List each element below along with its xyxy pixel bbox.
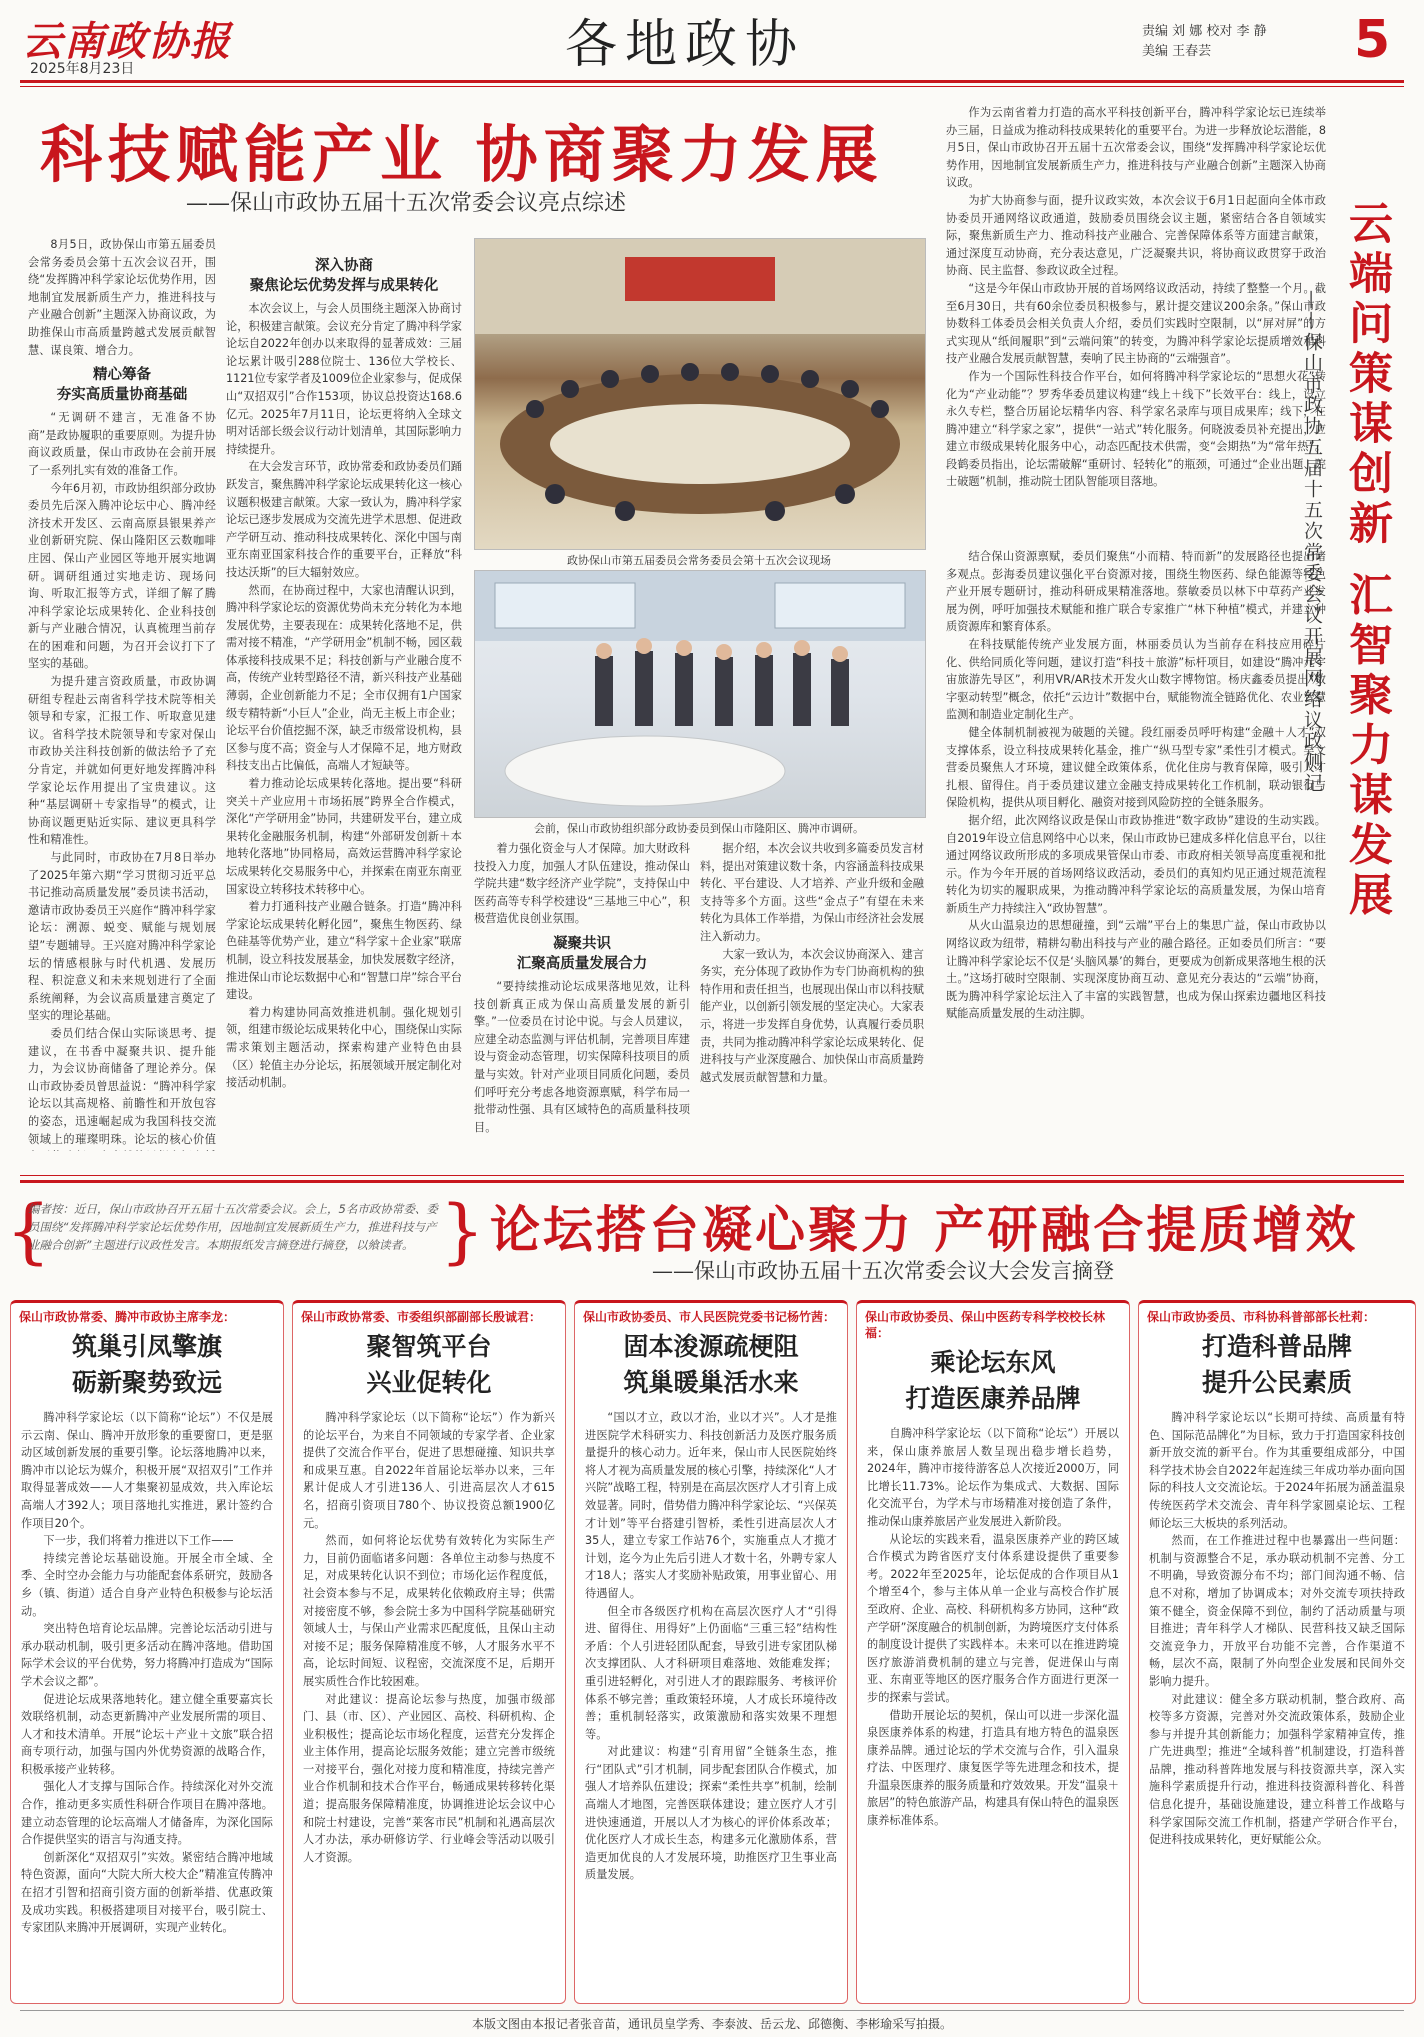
side-subheadline: ——保山市政协五届十五次常委会议开展网络议政侧记 <box>1301 290 1323 794</box>
section-subhead: 深入协商 聚焦论坛优势发挥与成果转化 <box>249 257 439 294</box>
meeting-photo-illustration <box>475 239 925 549</box>
paragraph: 在大会发言环节，政协常委和政协委员们踊跃发言，聚焦腾冲科学家论坛成果转化这一核心议题积极建言献策。大家一致认为，腾冲科学家论坛已逐步发展成为交流先进学术思想、促进政产学研互动、推动科技成果转化、深化中国与南亚东南亚国家科技合作的重要平台，正释放“科技达沃斯”的巨大辐射效应。 <box>226 460 462 579</box>
speech-body <box>857 1425 1129 2004</box>
paragraph: 今年6月初，市政协组织部分政协委员先后深入腾冲论坛中心、腾冲经济技术开发区、云南高原县银果养产业创新研究院、保山隆阳区云数咖啡庄园、保山产业园区等地开展实地调研。调研组通过实地走访、现场问询、听取汇报等方式，详细了解了腾冲科学家论坛成果转化、企业科技创新与产业融合情况，认真梳理当前存在的困难和问题，为召开会议打下了坚实的基础。 <box>28 481 216 671</box>
speech-card <box>574 1300 848 2004</box>
paragraph: 强化人才支撑与国际合作。持续深化对外交流合作，推动更多实质性科研合作项目在腾冲落地。建立动态管理的论坛高端人才储备库，为深化国际合作提供坚实的语言与沟通支持。 <box>21 1780 273 1847</box>
editor-line-2: 美编 王春芸 <box>1142 44 1212 59</box>
side-column-top <box>946 104 1326 544</box>
lead-column-1 <box>28 236 216 1151</box>
paragraph: 从火山温泉边的思想碰撞，到“云端”平台上的集思广益，保山市政协以网络议政为纽带，精耕勾勒出科技与产业的融合路径。正如委员们所言：“要让腾冲科学家论坛不仅是‘头脑风暴’的舞台，更要成为创新成果落地生根的沃土。”这场打破时空限制、实现深度协商互动、意见充分表达的“云端”协商，既为腾冲科学家论坛注入了丰富的实践智慧，也成为保山探索边疆地区科技赋能高质量发展的生动注脚。 <box>946 919 1326 1021</box>
paragraph: 据介绍，此次网络议政是保山市政协推进“数字政协”建设的生动实践。自2019年设立信息网络中心以来，保山市政协已建成多样化信息平台，以往通过网络议政所形成的多项成果管保山市委、市政府相关领导高度重视和批示。作为今年开展的首场网络议政活动，委员们的真知灼见正通过规范流程转化为切实的履职成果，为推动腾冲科学家论坛的高质量发展，为保山培育新质生产力持续注入“政协智慧”。 <box>946 813 1326 915</box>
speech-title-line-2: 筑巢暖巢活水来 <box>623 1368 799 1397</box>
speech-title-line-2: 提升公民素质 <box>1201 1368 1352 1397</box>
paragraph: 结合保山资源禀赋，委员们聚焦“小而精、特而新”的发展路径也提出诸多观点。彭海委员建议强化平台资源对接，围绕生物医药、绿色能源等特色产业开展专题研讨，推动科研成果精准落地。蔡敏委员以林下中草药产业发展为例，呼吁加强技术赋能和推广联合专家推广“林下种植”模式，并建立种质资源库和繁育体系。 <box>946 550 1326 634</box>
top-divider-thin <box>20 86 1404 87</box>
paragraph: 然而，在工作推进过程中也暴露出一些问题：机制与资源整合不足，承办联动机制不完善、分工不明确，导致资源分布不均；部门间沟通不畅、信息不对称，增加了协调成本；对外交流专项扶持政策不健全，资金保障不到位，制约了活动质量与项目推进；青年科学人才梯队、民营科技又缺乏国际交流竞争力，开放平台功能不完善，合作渠道不畅，层次不高，限制了外向型企业发展和民间外交影响力提升。 <box>1149 1534 1405 1688</box>
speech-body <box>1139 1409 1415 1999</box>
paragraph: 突出特色培育论坛品牌。完善论坛活动引进与承办联动机制，吸引更多活动在腾冲落地。借助国际学术会议的平台优势，努力将腾冲打造成为“国际学术会议之都”。 <box>21 1622 273 1688</box>
inspection-photo <box>474 570 926 818</box>
paragraph: 健全体制机制被视为破题的关键。段红丽委员呼吁构建“金融＋人才”双支撑体系，设立科技成果转化基金，推广“纵马型专家”柔性引才模式。吴文营委员聚焦人才环境，建议健全政策体系，优化住房与教育保障，吸引人才扎根、留得住。肖于委员建议建立金融支持成果转化工作机制，联动银行与保险机构，提供从项目孵化、融资对接到风险防控的全链条服务。 <box>946 725 1326 810</box>
speech-title <box>575 1329 847 1401</box>
section-divider <box>20 1180 1404 1183</box>
speaker-label: 保山市政协常委、市委组织部副部长殷诚君： <box>301 1310 542 1324</box>
speech-body <box>575 1409 847 1999</box>
editor-line-1: 责编 刘 娜 校对 李 静 <box>1142 24 1267 39</box>
lead-column-4 <box>700 840 924 1150</box>
speech-title <box>293 1329 565 1401</box>
speech-title <box>857 1345 1129 1417</box>
speech-title <box>11 1329 283 1401</box>
photo-caption: 会前，保山市政协组织部分政协委员到保山市隆阳区、腾冲市调研。 <box>534 822 864 835</box>
speech-title-line-1: 乘论坛东风 <box>930 1348 1056 1377</box>
paragraph: 但全市各级医疗机构在高层次医疗人才“引得进、留得住、用得好”上仍面临“三重三轻”结构性矛盾：个人引进轻团队配套，导致引进专家团队梯次支撑团队、人才科研项目难落地、效能难发挥；重引进轻孵化，对引进人才的跟踪服务、考核评价体系不够完善；重政策轻环境，人才成长环境待改善；重机制轻落实，政策激励和落实效果不理想等。 <box>585 1604 837 1741</box>
top-divider <box>20 80 1404 83</box>
paragraph: 自腾冲科学家论坛（以下简称“论坛”）开展以来，保山康养旅居人数呈现出稳步增长趋势，2024年，腾冲市接待游客总人次接近2000万，同比增长11.73%。论坛作为集成式、大数据、国际化交流平台，为学术与市场精准对接创造了条件，推动保山康养旅居产业发展进入新阶段。 <box>867 1427 1119 1528</box>
section-subhead: 凝聚共识 汇聚高质量发展合力 <box>516 934 648 972</box>
paragraph: 腾冲科学家论坛（以下简称“论坛”）不仅是展示云南、保山、腾冲开放形象的重要窗口，更是驱动区域创新发展的重要引擎。论坛落地腾冲以来，腾冲市以论坛为媒介，积极开展“双招双引”工作并取得显著成效——人才集聚初显成效，共入库论坛高端人才392人；项目落地扎实推进，累计签约合作项目20个。 <box>21 1411 273 1530</box>
paragraph: 持续完善论坛基础设施。开展全市全域、全季、全时空办会能力与功能配套体系研究，鼓励各乡（镇、街道）适合自身产业特色积极参与论坛活动。 <box>21 1551 273 1618</box>
section-title: 各地政协 <box>565 15 806 75</box>
photo-caption: 政协保山市第五届委员会常务委员会第十五次会议现场 <box>567 554 831 567</box>
speech-title-line-1: 打造科普品牌 <box>1201 1332 1352 1361</box>
paragraph: 下一步，我们将着力推进以下工作—— <box>43 1534 234 1548</box>
editor-note: 编者按：近日，保山市政协召开五届十五次常委会议。会上，5名市政协常委、委员围绕“发挥腾冲科学家论坛优势作用，因地制宜发展新质生产力，推进科技与产业融合创新”主题进行议政性发言。本期报纸发言摘登进行摘登，以飨读者。 <box>28 1202 438 1252</box>
paragraph: 为扩大协商参与面，提升议政实效，本次会议于6月1日起面向全体市政协委员开通网络议政通道，鼓励委员围绕会议主题，紧密结合各自领域实际，聚焦新质生产力、推动科技产业融合、完善保障体系等方面建言献策，通过深度互动协商，充分表达意见，广泛凝聚共识，将协商议政贯穿于政治协商、民主监督、参政议政全过程。 <box>946 193 1326 278</box>
speech-body <box>11 1409 283 1999</box>
speech-card <box>1138 1300 1416 2004</box>
speaker-label: 保山市政协委员、市科协科普部部长杜莉： <box>1147 1310 1376 1324</box>
paragraph: 为提升建言资政质量，市政协调研组专程赴云南省科学技术院等相关领导和专家，汇报工作、听取意见建议。省科学技术院领导和专家对保山市政协关注科技创新的做法给予了充分肯定，并就如何更好地发挥腾冲科学家论坛作用提出了宝贵建议。这种“基层调研＋专家指导”的模式，让协商议题更贴近实际、建议更具科学性和精准性。 <box>28 675 216 847</box>
forum-headline: 论坛搭台凝心聚力 产研融合提质增效 <box>490 1200 1359 1259</box>
paragraph: “这是今年保山市政协开展的首场网络议政活动，持续了整整一个月。截至6月30日，共有60余位委员积极参与，累计提交建议200余条。”保山市政协数科工体委员会相关负责人介绍，委员们实践时空限制，以“屏对屏”的方式实现从“纸间履职”到“云端问策”的转变，为腾冲科学家论坛提质增效和科技产业融合发展贡献智慧，奏响了民主协商的“云端强音”。 <box>946 281 1326 366</box>
paragraph: “要持续推动论坛成果落地见效，让科技创新真正成为保山高质量发展的新引擎。”一位委员在讨论中说。与会人员建议，应建全动态监测与评估机制，完善项目库建设与资金动态管理，切实保障科技项目的质量与实效。针对产业项目同质化问题，委员们呼吁充分考虑各地资源禀赋，科学布局一批带动性强、具有区域特色的高质量科技项目。 <box>474 979 690 1134</box>
paragraph: 作为一个国际性科技合作平台，如何将腾冲科学家论坛的“思想火花”转化为“产业动能”？罗秀华委员建议构建“线上＋线下”长效平台：线上，设立永久专栏，整合历届论坛精华内容、科学家名录库与项目成果库；线下，在腾冲建立“科学家之家”，提供“一站式”转化服务。何晓波委员补充提出，应建立市级成果转化服务中心，动态匹配技术供需，变“会期热”为“常年热”。段鹤委员指出，论坛需破解“重研讨、轻转化”的瓶颈，可通过“企业出题、院士破题”机制，推动院士团队智能项目落地。 <box>946 369 1326 489</box>
paragraph: 着力推动论坛成果转化落地。提出要“科研突关＋产业应用＋市场拓展”跨界全合作模式，深化“产学研用金”协同，共建研发平台，建立成果转化金融服务机制，构建“外部研发创新＋本地转化落地”协同格局，高效运营腾冲科学家论坛成果转化交易服务中心，并探索在南亚东南亚国家设立转移技术转移中心。 <box>226 777 462 896</box>
speech-title-line-2: 兴业促转化 <box>366 1368 492 1397</box>
speech-card <box>292 1300 566 2004</box>
speech-title-line-2: 打造医康养品牌 <box>905 1384 1081 1413</box>
paragraph: 借助开展论坛的契机，保山可以进一步深化温泉医康养体系的构建，打造具有地方特色的温泉医康养品牌。通过论坛的学术交流与合作，引入温泉疗法、中医理疗、康复医学等先进理念和技术，提升温泉医康养的服务质量和疗效效果。开发“温泉＋旅居”的特色旅游产品，构建具有保山特色的温泉医康养标准体系。 <box>867 1708 1119 1828</box>
speech-title-line-2: 砺新聚势致远 <box>71 1368 222 1397</box>
lead-headline: 科技赋能产业 协商聚力发展 <box>40 118 884 191</box>
side-column-bottom <box>946 548 1326 1148</box>
paragraph: 本次会议上，与会人员围绕主题深入协商讨论，积极建言献策。会议充分肯定了腾冲科学家论坛自2022年创办以来取得的显著成效：三届论坛累计吸引288位院士、136位大学校长、1121位专家学者及1009位企业家参与，促成保山“双招双引”合作153项，协议总投资达168.6亿元。2025年7月11日，论坛更将纳入全球文明对话部长级会议行动计划清单，其国际影响力持续提升。 <box>226 302 462 456</box>
speech-title-line-1: 聚智筑平台 <box>366 1332 492 1361</box>
section-divider-thin <box>20 1175 1404 1176</box>
speech-card <box>10 1300 284 2004</box>
paragraph: 着力强化资金与人才保障。加大财政科技投入力度，加强人才队伍建设，推动保山学院共建“数字经济产业学院”，支持保山中医药高等专科学校建设“三基地三中心”，积极营造优良创业氛围。 <box>474 842 690 926</box>
paragraph: “无调研不建言，无准备不协商”是政协履职的重要原则。为提升协商议政质量，保山市政协在会前开展了一系列扎实有效的准备工作。 <box>28 411 216 477</box>
paragraph: 促进论坛成果落地转化。建立健全重要嘉宾长效联络机制，动态更新腾冲产业发展所需的项目、人才和技术清单。开展“论坛＋产业＋文旅”联合招商专项行动，加强与国内外优势资源的战略合作，积极承接产业转移。 <box>21 1692 273 1776</box>
speech-title-line-1: 筑巢引凤擎旗 <box>71 1332 222 1361</box>
page-number: 5 <box>1354 10 1391 70</box>
paragraph: 腾冲科学家论坛（以下简称“论坛”）作为新兴的论坛平台，为来自不同领域的专家学者、企业家提供了交流合作平台，促进了思想碰撞、知识共享和成果互惠。自2022年首届论坛举办以来，三年累计促成人才引进136人、引进高层次人才615名，招商引资项目780个、协议投资总额1900亿元。 <box>303 1411 555 1530</box>
side-headline: 云端问策谋创新 汇智聚力谋发展 <box>1341 200 1392 922</box>
inspection-photo-illustration <box>475 571 925 817</box>
speech-title-line-1: 固本浚源疏梗阻 <box>623 1332 799 1361</box>
paragraph: 对此建议：构建“引育用留”全链条生态，推行“团队式”引才机制，同步配套团队合作模式，加强人才培养队伍建设；探索“柔性共享”机制，绘制高端人才地图，完善医联体建设；建立医疗人才引进快速通道，开展以人才为核心的评价体系改革；优化医疗人才成长生态，构建多元化激励体系，营造更加优良的人才发展环境，助推医疗卫生事业高质量发展。 <box>585 1745 837 1882</box>
lead-column-2 <box>226 236 462 1151</box>
note-brace-right: } <box>440 1190 485 1272</box>
speaker-label: 保山市政协常委、腾冲市政协主席李龙： <box>19 1310 236 1324</box>
paragraph: 委员们结合保山实际谈思考、提建议，在书香中凝聚共识、提升能力，为会议协商储备了理论养分。保山市政协委员曾思益说：“腾冲科学家论坛以其高规格、前瞻性和开放包容的姿态，迅速崛起成为我国科技交流领域上的璀璨明珠。论坛的核心价值 <box>28 1026 216 1146</box>
meeting-photo <box>474 238 926 550</box>
paragraph: 创新深化“双招双引”实效。紧密结合腾冲地域特色资源，面向“大院大所大校大企”精准宣传腾冲在招才引智和招商引资方面的创新举措、优惠政策及成功实践。积极搭建项目对接平台，吸引院士、专家团队来腾冲开展调研，实现产业转化。 <box>21 1850 273 1935</box>
paragraph: 着力打通科技产业融合链条。打造“腾冲科学家论坛成果转化孵化园”，聚焦生物医药、绿色硅基等优势产业，建立“科学家＋企业家”联席机制，设立科技发展基金，加快发展数字经济，推进保山市论坛数据中心和“智慧口岸”综合平台建设。 <box>226 900 462 1002</box>
publication-date: 2025年8月23日 <box>30 61 135 77</box>
paragraph: 大家一致认为，本次会议协商深入、建言务实，充分体现了政协作为专门协商机构的独特作用和责任担当，也展现出保山市以科技赋能产业，以创新引领发展的坚定决心。大家表示，将进一步发挥自身优势，认真履行委员职责，共同为推动腾冲科学家论坛成果转化、促进科技与产业深度融合、加快保山市高质量跨越式发展贡献智慧和力量。 <box>700 947 924 1084</box>
paragraph: 8月5日，政协保山市第五届委员会常务委员会第十五次会议召开，围绕“发挥腾冲科学家论坛优势作用，因地制宜发展新质生产力，推进科技与产业融合创新”主题深入协商议政，为助推保山市高质量跨越式发展贡献智慧、谋良策、增合力。 <box>28 238 216 357</box>
footer-divider <box>20 2010 1404 2011</box>
masthead-logo: 云南政协报 <box>22 18 232 65</box>
paragraph: 对此建议：提高论坛参与热度，加强市级部门、县（市、区）、产业园区、高校、科研机构、企业积极性；提高论坛市场化程度，运营充分发挥企业主体作用，提高论坛服务效能；建立完善市级统一对接平台，强化对接力度和精准度，持续完善产业合作机制和技术合作平台，畅通成果转移转化渠道；提高服务保障精准度，协调推进论坛会议中心和院士村建设，完善“莱客市民”机制和礼遇高层次人才办法，承办研修访学、行业峰会等活动以吸引人才资源。 <box>303 1692 555 1864</box>
forum-subheadline: ——保山市政协五届十五次常委会议大会发言摘登 <box>652 1259 1114 1283</box>
paragraph: 在科技赋能传统产业发展方面，林丽委员认为当前存在科技应用碎片化、供给同质化等问题，建议打造“科技＋旅游”标杆项目，如建设“腾冲元宇宙旅游先导区”，利用VR/AR技术开发火山数字博物馆。杨庆鑫委员提出“数字驱动转型”概念，依托“云边计”数据中台，赋能物流全链路优化、农业智慧监测和制造业定制化生产。 <box>946 637 1326 722</box>
paragraph: 然而，在协商过程中，大家也清醒认识到，腾冲科学家论坛的资源优势尚未充分转化为本地发展优势，主要表现在：成果转化落地不足，供需对接不精准，“产学研用金”机制不畅，园区载体承接科技成果不足；科技创新与产业融合度不高，传统产业转型路径不清，新兴科技产业基础薄弱，企业创新能力不足；全市仅拥有1户国家级专精特新“小巨人”企业，尚无主板上市企业；论坛平台价值挖掘不深，缺乏市级常设机构，县区参与度不高；资金与人才保障不足，地方财政科技支出占比偏低，高端人才短缺等。 <box>226 583 462 773</box>
speech-title <box>1139 1329 1415 1401</box>
paragraph: 然而，如何将论坛优势有效转化为实际生产力，目前仍面临诸多问题：各单位主动参与热度不足，对成果转化认识不到位；市场化运作程度低，社会资本参与不足，成果转化依赖政府主导；供需对接密度不够，参会院士多为中国科学院基础研究领域人士，与保山产业需求匹配度低，且保山主动对接不足；服务保障精准度不够，人才服务水平不高，论坛时间短、议程密，交流深度不足，后期开展实质性合作比较困难。 <box>303 1534 555 1688</box>
paragraph: 据介绍，本次会议共收到多篇委员发言材料，提出对策建议数十条，内容涵盖科技成果转化、平台建设、人才培养、产业升级和金融支持等多个方面。这些“金点子”有望在未来转化为具体工作举措，为保山市经济社会发展注入新动力。 <box>700 842 924 943</box>
paragraph: 对此建议：健全多方联动机制，整合政府、高校等多方资源，完善对外交流政策体系，鼓励企业参与并提升其创新能力；加强科学家精神宣传，推广先进典型；推进“全域科普”机制建设，打造科普品牌，推动科普阵地发展与科技资源共享，深入实施科学素质提升行动，推进科技资源科普化、科普信息化提升，基础设施建设，建立科普工作战略与科学家国际交流工作机制，搭建产学研合作平台，促进科技成果转化，更好赋能公众。 <box>1149 1692 1405 1847</box>
speech-body <box>293 1409 565 1999</box>
lead-column-3 <box>474 840 690 1150</box>
footer-credits: 本版文图由本报记者张音苗，通讯员皇学秀、李泰波、岳云龙、邱德衡、李彬瑜采写拍摄。 <box>471 2017 952 2031</box>
paragraph: 从论坛的实践来看，温泉医康养产业的跨区域合作模式为跨省医疗支付体系建设提供了重要参考。2022年至2025年，论坛促成的合作项目从1个增至4个，参与主体从单一企业与高校合作扩展至政府、企业、高校、科研机构多方协同，这种“政产学研”深度融合的机制创新，为跨境医疗支付体系的制度设计提供了实践样本。未来可以在推进跨境医疗旅游消费机制的建立与完善，促进保山与南亚、东南亚等地区的医疗服务合作方面进行更深一步的探索与尝试。 <box>867 1532 1119 1704</box>
paragraph: 着力构建协同高效推进机制。强化规划引领，组建市级论坛成果转化中心，围绕保山实际需求策划主题活动，探索构建产业特色由县（区）轮值主办分论坛，拓展领域开展定制化对接活动机制。 <box>226 1005 462 1090</box>
paragraph: 作为云南省着力打造的高水平科技创新平台，腾冲科学家论坛已连续举办三届，日益成为推动科技成果转化的重要平台。为进一步释放论坛潜能，8月5日，保山市政协召开五届十五次常委会议，围绕“发挥腾冲科学家论坛优势作用，因地制宜发展新质生产力，推进科技与产业融合创新”主题深入协商议政。 <box>946 106 1326 190</box>
paragraph: 与此同时，市政协在7月8日举办了2025年第六期“学习贯彻习近平总书记推动高质量发展”委员读书活动，邀请市政协委员王兴庭作“腾冲科学家论坛：溯源、蜕变、赋能与规划展望”专题辅导。王兴庭对腾冲科学家论坛的情感根脉与时代机遇、发展历程、积淀意义和未来规划进行了全面系统阐释，为会议高质量建言奠定了坚实的理论基础。 <box>28 851 216 1023</box>
editor-credits <box>1142 22 1267 62</box>
note-brace-left: { <box>6 1190 51 1272</box>
speech-card <box>856 1300 1130 2004</box>
paragraph: “国以才立，政以才治，业以才兴”。人才是推进医院学术科研实力、科技创新活力及医疗服务质量提升的核心动力。近年来，保山市人民医院始终将人才视为高质量发展的核心引擎，持续深化“人才兴院”战略工程，特别是在高层次医疗人才引育上成效显著。同时，借势借力腾冲科学家论坛、“兴保英才计划”等平台搭建引智桥，柔性引进高层次人才35人，建立专家工作站76个，实施重点人才揽才计划，迄今为止先后引进人才数十名，外聘专家人才18人；落实人才奖励补贴政策，用事业留心、用待遇留人。 <box>585 1411 837 1600</box>
section-subhead: 精心筹备 夯实高质量协商基础 <box>56 366 188 404</box>
speaker-label: 保山市政协委员、保山中医药专科学校校长林福： <box>865 1310 1106 1340</box>
paragraph: 腾冲科学家论坛以“长期可持续、高质量有特色、国际范品牌化”为目标，致力于打造国家科技创新开放交流的新平台。作为其重要组成部分，中国科学技术协会自2022年起连续三年成功举办面向国际的科技人文交流论坛。于2024年拓展为涵盖温泉传统医药学术交流会、青年科学家圆桌论坛、工程师论坛三大板块的系列活动。 <box>1149 1411 1405 1530</box>
speaker-label: 保山市政协委员、市人民医院党委书记杨竹茜： <box>583 1310 836 1324</box>
lead-subheadline: ——保山市政协五届十五次常委会议亮点综述 <box>186 191 627 216</box>
